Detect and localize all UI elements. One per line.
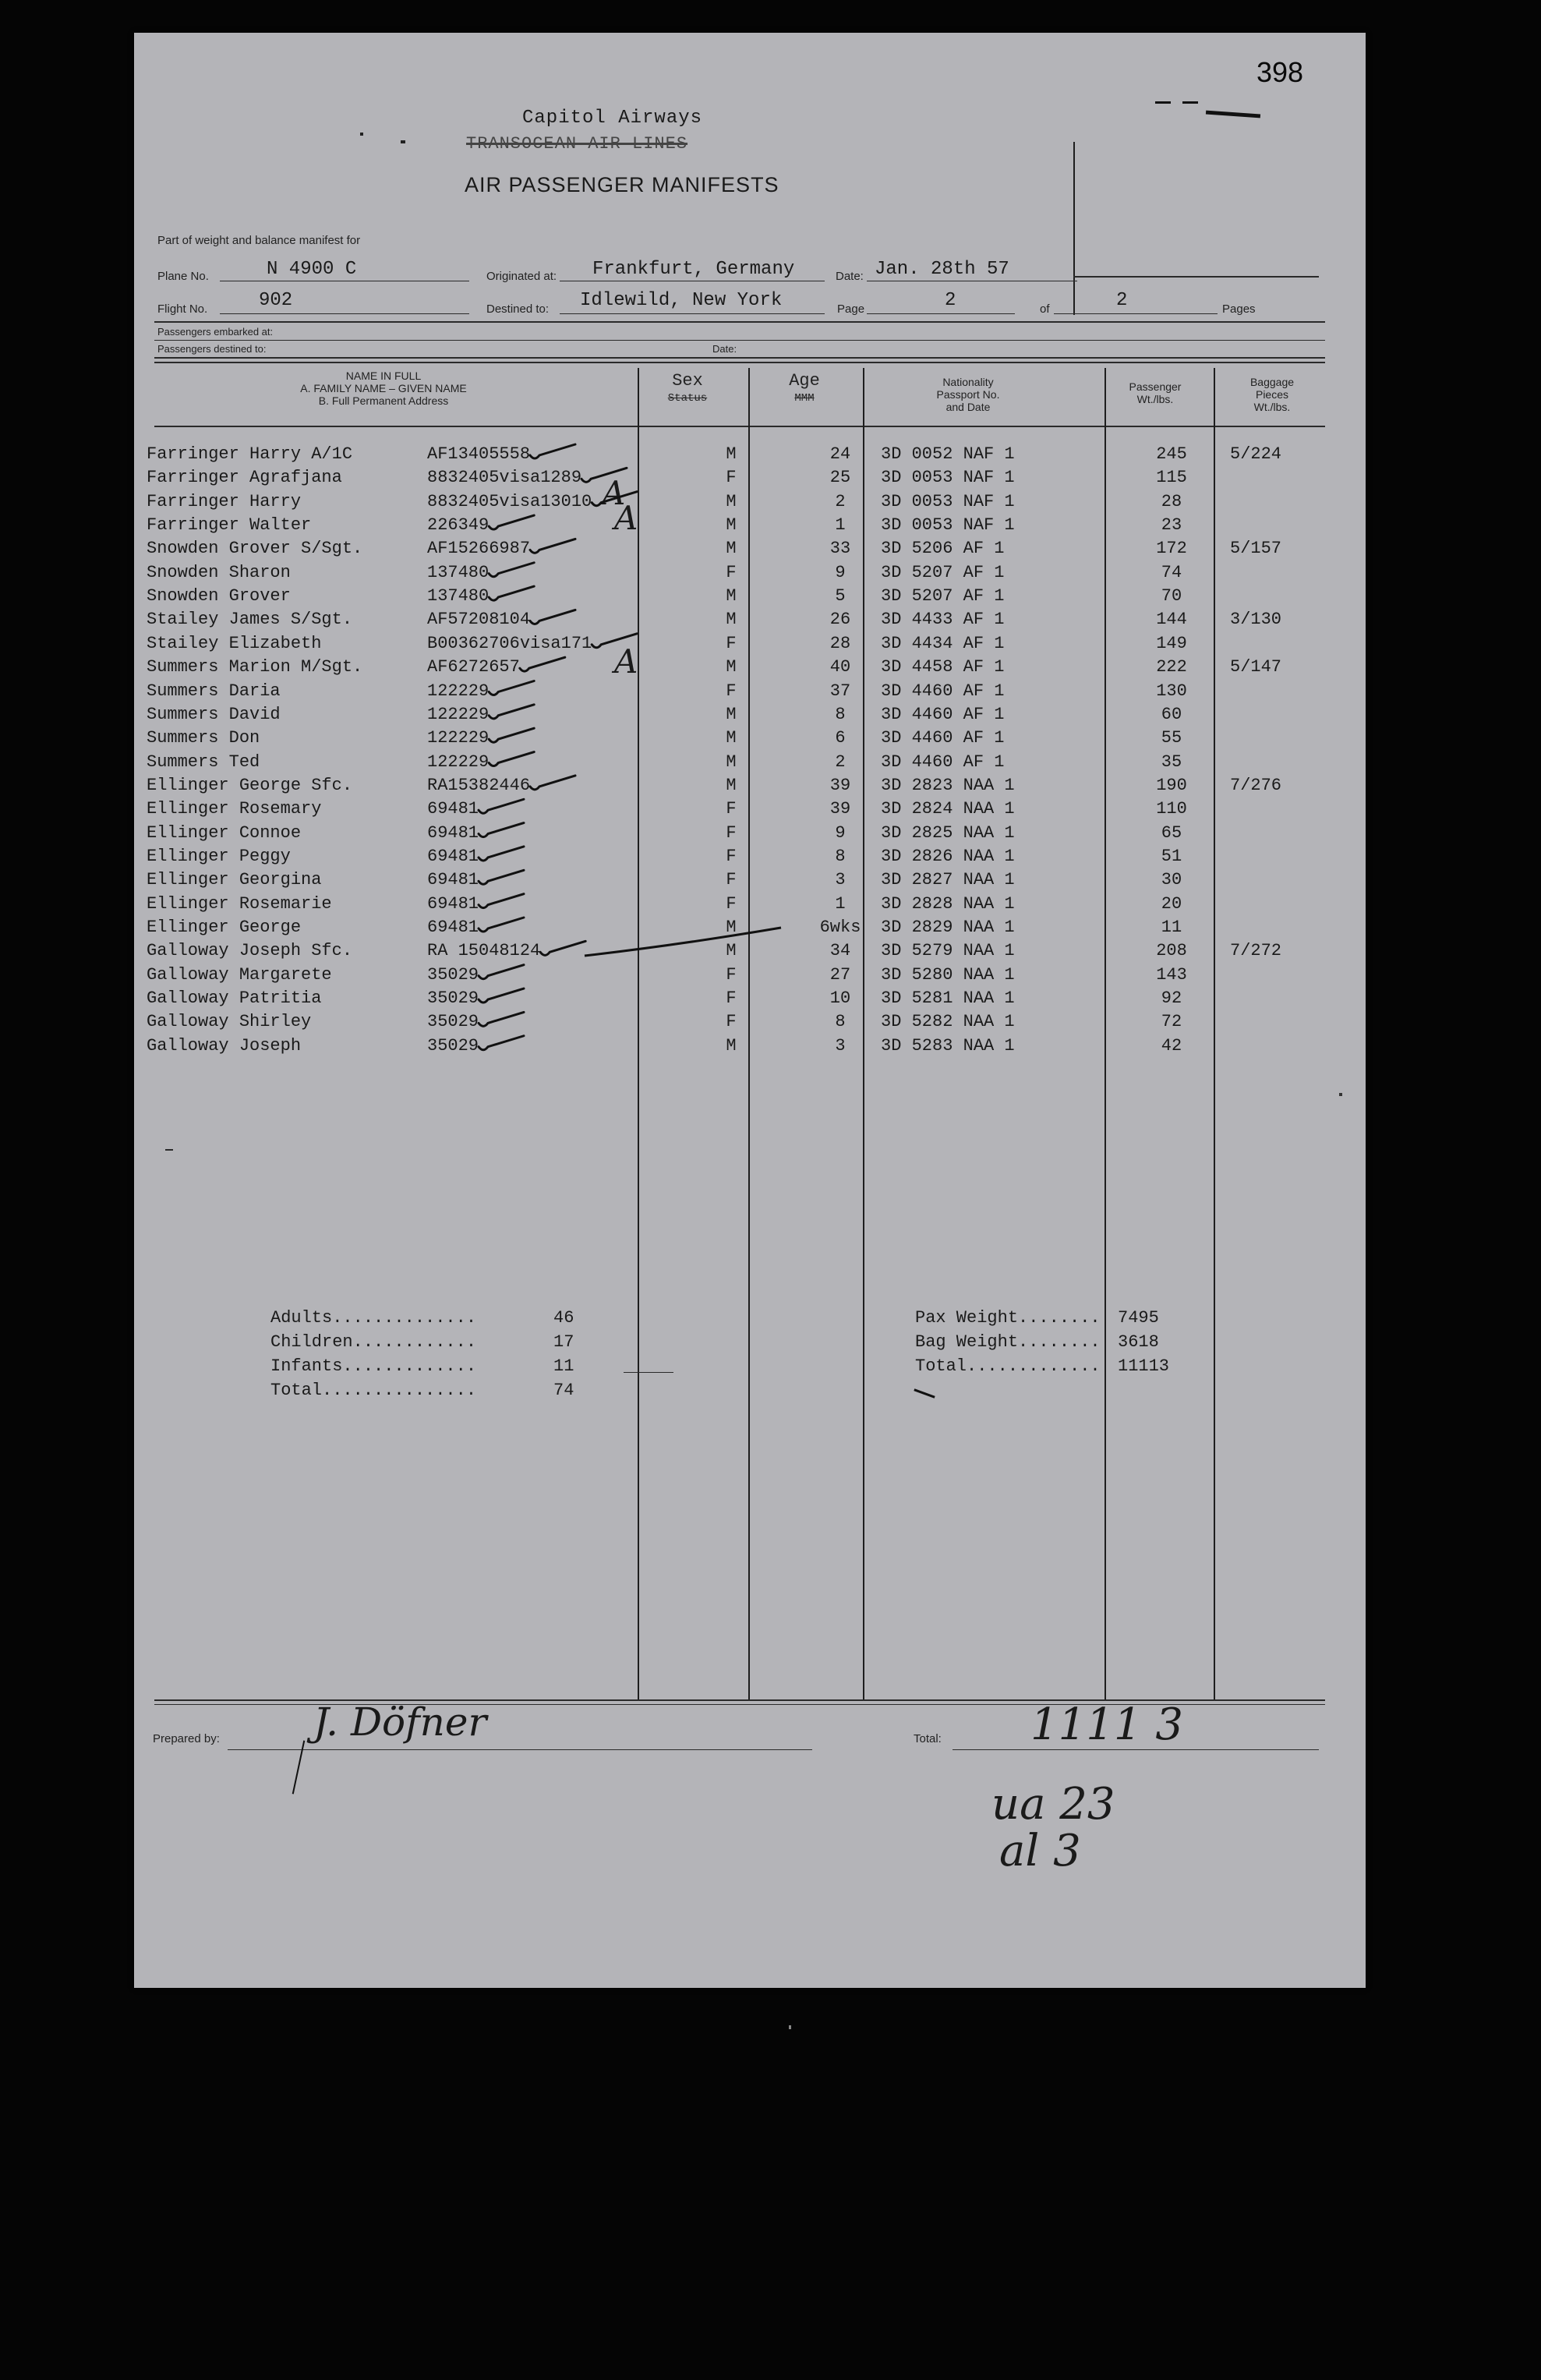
airline-name: Capitol Airways <box>522 108 703 129</box>
flight-label: Flight No. <box>157 302 208 316</box>
cell-nat: 3D 4460 AF 1 <box>881 751 1005 772</box>
cell-sex: F <box>726 562 737 582</box>
cell-nat: 3D 5280 NAA 1 <box>881 964 1015 985</box>
cell-nat: 3D 4433 AF 1 <box>881 610 1005 630</box>
cell-serial: 35029 <box>427 988 479 1009</box>
cell-age: 2 <box>835 751 846 772</box>
cell-sex: M <box>726 775 737 795</box>
cell-name: Snowden Grover S/Sgt. <box>147 539 363 559</box>
cell-sex: F <box>726 893 737 914</box>
cell-age: 10 <box>829 988 851 1009</box>
total-label: Total: <box>914 1732 942 1745</box>
cell-bag: 3/130 <box>1230 610 1282 630</box>
cell-nat: 3D 5281 NAA 1 <box>881 988 1015 1009</box>
check-mark <box>479 870 524 884</box>
underline <box>228 1749 812 1750</box>
cell-bag: 5/224 <box>1230 444 1282 464</box>
cell-serial: 35029 <box>427 1035 479 1056</box>
cell-serial: 35029 <box>427 964 479 985</box>
hand-mark: A <box>602 474 626 512</box>
cell-serial: 69481 <box>427 870 479 890</box>
cell-wt: 30 <box>1161 870 1182 890</box>
cell-serial: RA15382446 <box>427 775 531 795</box>
cell-serial: 122229 <box>427 681 490 701</box>
baggage-column-header: Baggage Pieces Wt./lbs. <box>1249 376 1295 413</box>
cell-bag: 5/157 <box>1230 539 1282 559</box>
check-mark <box>489 705 534 719</box>
cell-serial: 8832405visa1289 <box>427 468 582 488</box>
cell-age: 34 <box>829 941 851 961</box>
cell-name: Galloway Patritia <box>147 988 322 1009</box>
cell-wt: 143 <box>1156 964 1187 985</box>
cell-wt: 51 <box>1161 846 1182 866</box>
struck-airline-name: TRANSOCEAN AIR LINES <box>466 134 688 154</box>
check-mark <box>489 563 534 577</box>
cell-serial: 69481 <box>427 893 479 914</box>
cell-wt: 35 <box>1161 751 1182 772</box>
check-mark <box>489 752 534 766</box>
of-value: 2 <box>1116 290 1128 311</box>
cell-name: Farringer Harry <box>147 491 302 511</box>
cell-serial: AF6272657 <box>427 657 520 677</box>
cell-age: 1 <box>835 893 846 914</box>
cell-wt: 55 <box>1161 728 1182 748</box>
total-label: Pax Weight........ <box>915 1308 1101 1328</box>
cell-nat: 3D 4460 AF 1 <box>881 704 1005 724</box>
plane-value: N 4900 C <box>267 259 357 280</box>
cell-sex: M <box>726 704 737 724</box>
cell-bag: 5/147 <box>1230 657 1282 677</box>
cell-nat: 3D 4460 AF 1 <box>881 728 1005 748</box>
check-mark <box>479 799 524 813</box>
cell-name: Farringer Harry A/1C <box>147 444 353 464</box>
part-label: Part of weight and balance manifest for <box>157 234 361 247</box>
destined-passengers-label: Passengers destined to: <box>157 343 267 355</box>
cell-wt: 222 <box>1156 657 1187 677</box>
pages-label: Pages <box>1222 302 1256 316</box>
cell-wt: 70 <box>1161 586 1182 606</box>
cell-sex: M <box>726 657 737 677</box>
cell-sex: M <box>726 491 737 511</box>
cell-nat: 3D 5206 AF 1 <box>881 539 1005 559</box>
cell-serial: 122229 <box>427 704 490 724</box>
cell-age: 26 <box>829 610 851 630</box>
name-column-header: NAME IN FULL A. FAMILY NAME – GIVEN NAME B. Full Permanent Address <box>300 370 467 407</box>
check-mark <box>479 1012 524 1026</box>
cell-name: Galloway Joseph <box>147 1035 302 1056</box>
total-label: Infants............. <box>270 1356 477 1376</box>
cell-nat: 3D 0053 NAF 1 <box>881 491 1015 511</box>
cell-wt: 172 <box>1156 539 1187 559</box>
total-value: 3618 <box>1118 1332 1159 1352</box>
cell-sex: M <box>726 728 737 748</box>
cell-age: 6wks <box>819 918 861 937</box>
cell-age: 9 <box>835 822 846 843</box>
check-mark <box>540 941 585 955</box>
destined-value: Idlewild, New York <box>580 290 783 311</box>
total-value: 11113 <box>1118 1356 1170 1376</box>
nationality-column-header: Nationality Passport No. and Date <box>936 376 1000 413</box>
originated-label: Originated at: <box>486 270 557 283</box>
date-value: Jan. 28th 57 <box>875 259 1009 280</box>
total-value: 46 <box>553 1308 574 1328</box>
speck <box>1339 1093 1342 1096</box>
destined-label: Destined to: <box>486 302 550 316</box>
note-line-2: al 3 <box>999 1826 1081 1876</box>
cell-nat: 3D 5282 NAA 1 <box>881 1012 1015 1032</box>
cell-sex: M <box>726 1035 737 1056</box>
cell-age: 24 <box>829 444 851 464</box>
cell-age: 33 <box>829 539 851 559</box>
hand-mark: A <box>614 499 638 537</box>
total-value: 1111 3 <box>1030 1699 1183 1750</box>
cell-age: 3 <box>835 870 846 890</box>
cell-wt: 245 <box>1156 444 1187 464</box>
check-mark <box>581 468 627 482</box>
prepared-by-label: Prepared by: <box>153 1732 220 1745</box>
cell-name: Summers Daria <box>147 681 281 701</box>
cell-name: Stailey Elizabeth <box>147 633 322 653</box>
cell-nat: 3D 5279 NAA 1 <box>881 941 1015 961</box>
check-mark <box>479 894 524 908</box>
cell-age: 39 <box>829 775 851 795</box>
date-label: Date: <box>836 270 864 283</box>
check-mark <box>520 657 565 671</box>
flight-value: 902 <box>259 290 293 311</box>
cell-age: 6 <box>835 728 846 748</box>
check-mark <box>479 847 524 861</box>
check-mark <box>489 515 534 529</box>
cell-age: 1 <box>835 515 846 536</box>
check-mark <box>479 823 524 837</box>
cell-nat: 3D 5207 AF 1 <box>881 562 1005 582</box>
cell-wt: 65 <box>1161 822 1182 843</box>
cell-nat: 3D 4434 AF 1 <box>881 633 1005 653</box>
cell-name: Galloway Margarete <box>147 964 332 985</box>
long-pen-stroke <box>585 928 781 956</box>
cell-age: 3 <box>835 1035 846 1056</box>
cell-sex: F <box>726 681 737 701</box>
cell-serial: RA 15048124 <box>427 941 541 961</box>
date2-label: Date: <box>712 343 737 355</box>
cell-name: Stailey James S/Sgt. <box>147 610 353 630</box>
cell-wt: 23 <box>1161 515 1182 536</box>
plane-label: Plane No. <box>157 270 209 283</box>
cell-sex: M <box>726 586 737 606</box>
cell-sex: F <box>726 870 737 890</box>
cell-sex: M <box>726 918 737 937</box>
cell-name: Summers David <box>147 704 281 724</box>
cell-wt: 74 <box>1161 562 1182 582</box>
cell-wt: 60 <box>1161 704 1182 724</box>
cell-sex: F <box>726 964 737 985</box>
cell-sex: F <box>726 799 737 819</box>
cell-sex: F <box>726 468 737 488</box>
page-label: Page <box>837 302 865 316</box>
cell-name: Snowden Grover <box>147 586 291 606</box>
cell-serial: 35029 <box>427 1012 479 1032</box>
check-mark <box>479 1036 524 1050</box>
cell-age: 25 <box>829 468 851 488</box>
check-mark <box>530 444 575 458</box>
cell-name: Ellinger Peggy <box>147 846 291 866</box>
cell-sex: M <box>726 539 737 559</box>
cell-serial: 69481 <box>427 799 479 819</box>
cell-serial: 137480 <box>427 586 490 606</box>
cell-wt: 115 <box>1156 468 1187 488</box>
sex-column-header: Sex Status <box>667 371 708 405</box>
cell-name: Galloway Joseph Sfc. <box>147 941 353 961</box>
cell-nat: 3D 2823 NAA 1 <box>881 775 1015 795</box>
age-column-header: Age MMM <box>789 371 820 405</box>
cell-name: Ellinger Rosemary <box>147 799 322 819</box>
cell-wt: 20 <box>1161 893 1182 914</box>
cell-name: Snowden Sharon <box>147 562 291 582</box>
check-mark <box>479 965 524 979</box>
cell-wt: 149 <box>1156 633 1187 653</box>
cell-wt: 11 <box>1161 918 1182 937</box>
total-label: Total............. <box>915 1356 1101 1376</box>
cell-nat: 3D 0053 NAF 1 <box>881 468 1015 488</box>
cell-age: 8 <box>835 846 846 866</box>
cell-name: Farringer Walter <box>147 515 312 536</box>
cell-nat: 3D 2829 NAA 1 <box>881 918 1015 937</box>
check-mark <box>479 988 524 1003</box>
cell-nat: 3D 2826 NAA 1 <box>881 846 1015 866</box>
cell-wt: 208 <box>1156 941 1187 961</box>
preparer-signature: J. Döfner <box>313 1699 487 1745</box>
tick-mark <box>165 1149 173 1151</box>
cell-age: 39 <box>829 799 851 819</box>
cell-sex: M <box>726 941 737 961</box>
page-number: 398 <box>1256 56 1304 88</box>
cell-age: 9 <box>835 562 846 582</box>
cell-serial: AF15266987 <box>427 539 531 559</box>
check-mark <box>530 539 575 553</box>
cell-serial: 122229 <box>427 728 490 748</box>
of-label: of <box>1040 302 1050 316</box>
cell-sex: M <box>726 751 737 772</box>
cell-age: 28 <box>829 633 851 653</box>
cell-nat: 3D 0053 NAF 1 <box>881 515 1015 536</box>
cell-serial: B00362706visa171 <box>427 633 592 653</box>
cell-sex: M <box>726 610 737 630</box>
total-label: Adults.............. <box>270 1308 477 1328</box>
check-marks <box>134 33 1366 1124</box>
cell-name: Ellinger Connoe <box>147 822 302 843</box>
form-title: AIR PASSENGER MANIFESTS <box>465 173 779 196</box>
check-mark <box>489 586 534 600</box>
cell-wt: 28 <box>1161 491 1182 511</box>
cell-name: Ellinger Rosemarie <box>147 893 332 914</box>
page-value: 2 <box>945 290 956 311</box>
cell-serial: 69481 <box>427 918 479 937</box>
cell-wt: 130 <box>1156 681 1187 701</box>
cell-bag: 7/272 <box>1230 941 1282 961</box>
cell-nat: 3D 2824 NAA 1 <box>881 799 1015 819</box>
pen-stroke <box>914 1388 935 1398</box>
note-line-1: ua 23 <box>991 1779 1115 1830</box>
total-value: 7495 <box>1118 1308 1159 1328</box>
check-mark <box>489 681 534 695</box>
cell-age: 8 <box>835 704 846 724</box>
cell-serial: 122229 <box>427 751 490 772</box>
cell-serial: 137480 <box>427 562 490 582</box>
cell-nat: 3D 2827 NAA 1 <box>881 870 1015 890</box>
cell-sex: F <box>726 1012 737 1032</box>
cell-name: Ellinger Georgina <box>147 870 322 890</box>
cell-sex: F <box>726 633 737 653</box>
cell-serial: AF57208104 <box>427 610 531 630</box>
cell-sex: M <box>726 515 737 536</box>
check-mark <box>530 776 575 790</box>
cell-name: Farringer Agrafjana <box>147 468 342 488</box>
cell-sex: F <box>726 846 737 866</box>
total-label: Children............ <box>270 1332 477 1352</box>
cell-name: Summers Marion M/Sgt. <box>147 657 363 677</box>
cell-sex: M <box>726 444 737 464</box>
cell-nat: 3D 4458 AF 1 <box>881 657 1005 677</box>
cell-wt: 42 <box>1161 1035 1182 1056</box>
cell-age: 5 <box>835 586 846 606</box>
originated-value: Frankfurt, Germany <box>592 259 795 280</box>
cell-age: 2 <box>835 491 846 511</box>
manifest-page <box>134 33 1366 1988</box>
check-mark <box>489 728 534 742</box>
cell-sex: F <box>726 988 737 1009</box>
cell-sex: F <box>726 822 737 843</box>
cell-wt: 110 <box>1156 799 1187 819</box>
cell-wt: 72 <box>1161 1012 1182 1032</box>
cell-nat: 3D 2825 NAA 1 <box>881 822 1015 843</box>
total-value: 11 <box>553 1356 574 1376</box>
cell-serial: 69481 <box>427 846 479 866</box>
signature-stroke <box>292 1741 306 1795</box>
check-mark <box>592 492 637 506</box>
cell-nat: 3D 2828 NAA 1 <box>881 893 1015 914</box>
embarked-label: Passengers embarked at: <box>157 326 274 338</box>
cell-name: Galloway Shirley <box>147 1012 312 1032</box>
cell-serial: 226349 <box>427 515 490 536</box>
cell-serial: 69481 <box>427 822 479 843</box>
cell-name: Ellinger George <box>147 918 302 937</box>
cell-age: 8 <box>835 1012 846 1032</box>
speck <box>789 2025 791 2029</box>
cell-nat: 3D 5283 NAA 1 <box>881 1035 1015 1056</box>
underline <box>624 1372 673 1373</box>
cell-serial: 8832405visa13010 <box>427 491 592 511</box>
total-label: Total............... <box>270 1381 477 1400</box>
cell-bag: 7/276 <box>1230 775 1282 795</box>
cell-serial: AF13405558 <box>427 444 531 464</box>
weight-column-header: Passenger Wt./lbs. <box>1129 380 1182 405</box>
cell-name: Ellinger George Sfc. <box>147 775 353 795</box>
cell-wt: 144 <box>1156 610 1187 630</box>
cell-age: 27 <box>829 964 851 985</box>
check-mark <box>592 634 637 648</box>
cell-wt: 92 <box>1161 988 1182 1009</box>
cell-age: 37 <box>829 681 851 701</box>
cell-nat: 3D 0052 NAF 1 <box>881 444 1015 464</box>
cell-nat: 3D 4460 AF 1 <box>881 681 1005 701</box>
total-value: 17 <box>553 1332 574 1352</box>
hand-mark: A <box>614 642 638 681</box>
cell-wt: 190 <box>1156 775 1187 795</box>
cell-age: 40 <box>829 657 851 677</box>
total-value: 74 <box>553 1381 574 1400</box>
cell-name: Summers Ted <box>147 751 260 772</box>
check-mark <box>479 918 524 932</box>
total-label: Bag Weight........ <box>915 1332 1101 1352</box>
cell-nat: 3D 5207 AF 1 <box>881 586 1005 606</box>
cell-name: Summers Don <box>147 728 260 748</box>
check-mark <box>530 610 575 624</box>
